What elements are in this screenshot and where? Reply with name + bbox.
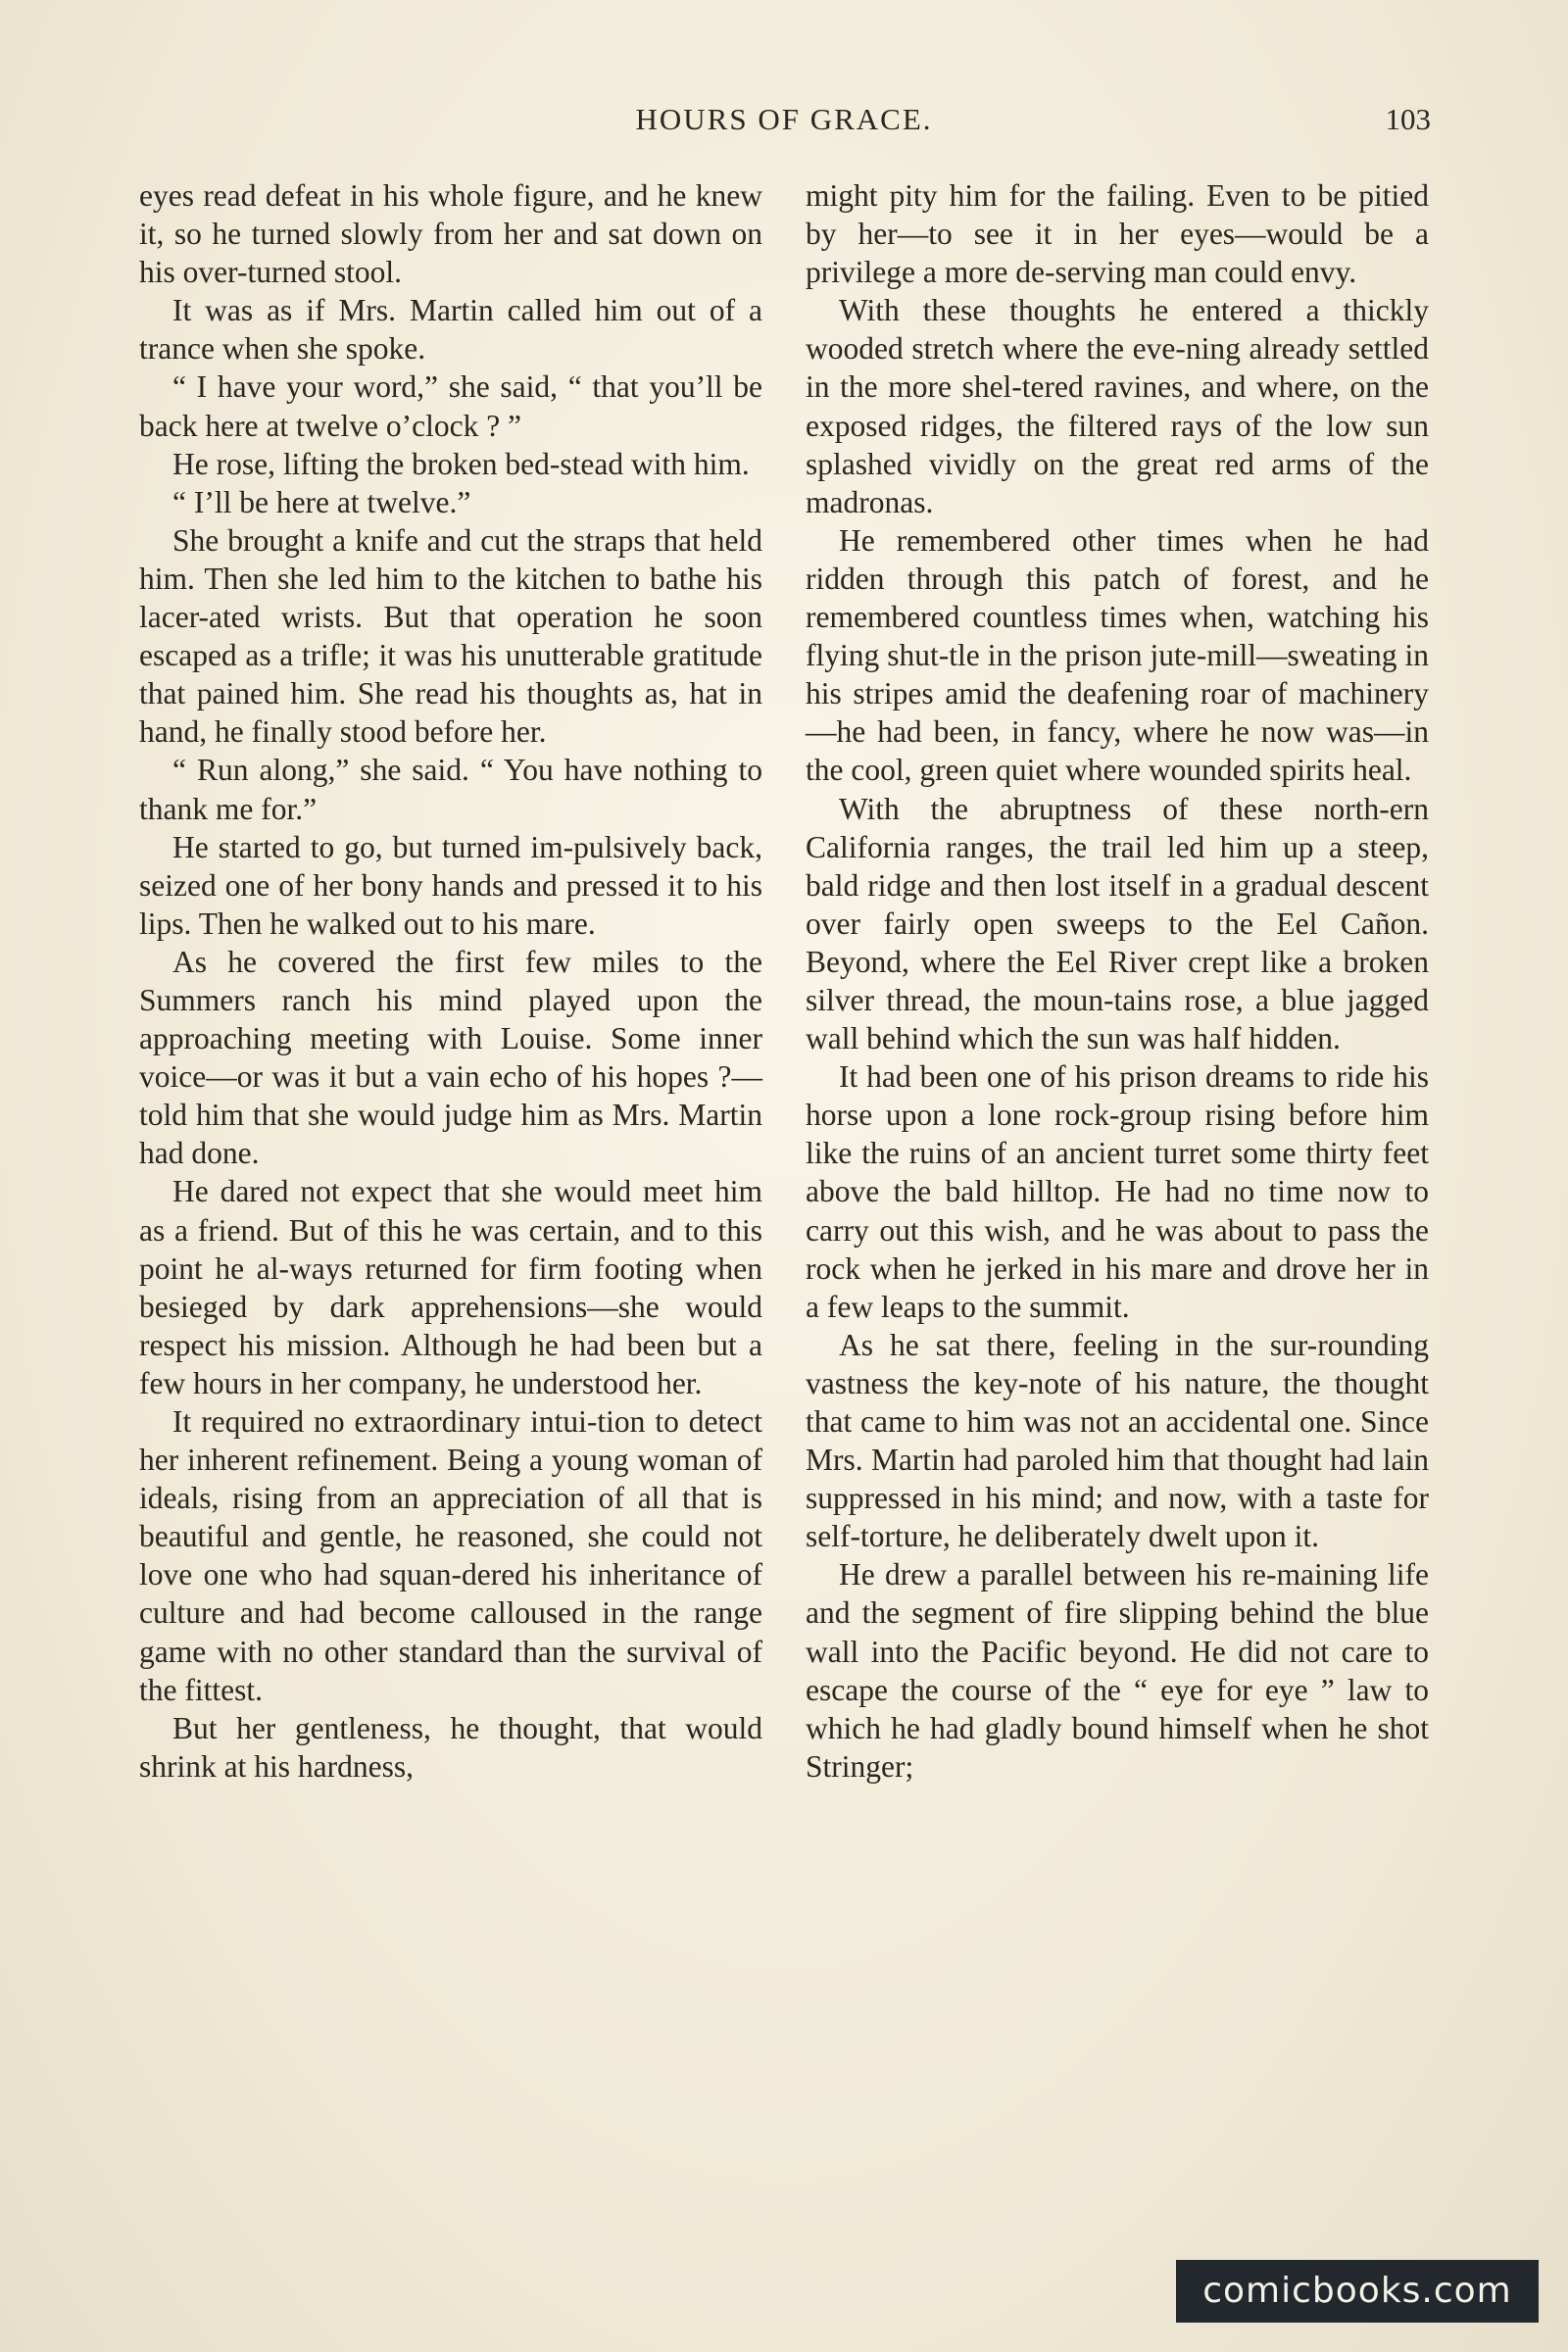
- paragraph: With these thoughts he entered a thickly wooded stretch where the eve-ning already settled in the more shel-tered ravines, and where, on the exposed ridges, the filtered rays of the low sun splashed vividly on the great red arms of the madronas.: [806, 293, 1429, 519]
- paragraph: “ I’ll be here at twelve.”: [172, 484, 471, 519]
- left-column: [139, 176, 762, 1786]
- paragraph: It had been one of his prison dreams to ride his horse upon a lone rock-group rising before him like the ruins of an ancient turret some thirty feet above the bald hilltop. He had no time now to carry out this wish, and he was about to pass the rock when he jerked in his mare and drove her in a few leaps to the summit.: [806, 1059, 1429, 1324]
- right-column: [806, 176, 1429, 1786]
- paragraph: He dared not expect that she would meet him as a friend. But of this he was certain, and to this point he al-ways returned for firm footing when besieged by dark apprehensions—she would respect his mission. Although he had been but a few hours in her company, he understood her.: [139, 1174, 762, 1400]
- paragraph: With the abruptness of these north-ern California ranges, the trail led him up a steep, bald ridge and then lost itself in a gradual descent over fairly open sweeps to the Eel Cañon. Beyond, where the Eel River crept like a broken silver thread, the moun-tains rose, a blue jagged wall behind which the sun was half hidden.: [806, 791, 1429, 1056]
- paragraph: He rose, lifting the broken bed-stead with him.: [172, 446, 750, 481]
- paragraph: She brought a knife and cut the straps that held him. Then she led him to the kitchen to bathe his lacer-ated wrists. But that operation he soon escaped as a trifle; it was his unutterable gratitude that pained him. She read his thoughts as, hat in hand, he finally stood before her.: [139, 522, 762, 750]
- running-title: HOURS OF GRACE.: [635, 102, 933, 136]
- page-number: 103: [1385, 102, 1431, 136]
- paragraph: He remembered other times when he had ridden through this patch of forest, and he remembered countless times when, watching his flying shut-tle in the prison jute-mill—sweating in his stripes amid the deafening roar of machinery—he had been, in fancy, where he now was—in the cool, green quiet where wounded spirits heal.: [806, 522, 1429, 788]
- paragraph: “ Run along,” she said. “ You have nothing to thank me for.”: [139, 753, 762, 826]
- running-head: [137, 102, 1431, 141]
- paragraph: It required no extraordinary intui-tion to detect her inherent refinement. Being a young woman of ideals, rising from an appreciation of all that is beautiful and gentle, he reasoned, she could not love one who had squan-dered his inheritance of culture and had become calloused in the range game with no other standard than the survival of the fittest.: [139, 1404, 762, 1707]
- paragraph: As he sat there, feeling in the sur-rounding vastness the key-note of his nature, the thought that came to him was not an accidental one. Since Mrs. Martin had paroled him that thought had lain suppressed in his mind; and now, with a taste for self-torture, he deliberately dwelt upon it.: [806, 1327, 1429, 1554]
- paragraph: But her gentleness, he thought, that would shrink at his hardness,: [139, 1710, 762, 1784]
- paragraph: He started to go, but turned im-pulsively back, seized one of her bony hands and pressed it to his lips. Then he walked out to his mare.: [139, 829, 762, 941]
- site-watermark: comicbooks.com: [1176, 2260, 1539, 2323]
- paragraph: It was as if Mrs. Martin called him out of a trance when she spoke.: [139, 293, 762, 367]
- paragraph: “ I have your word,” she said, “ that you’ll be back here at twelve o’clock ? ”: [139, 369, 762, 443]
- paragraph: He drew a parallel between his re-maining life and the segment of fire slipping behind the blue wall into the Pacific beyond. He did not care to escape the course of the “ eye for eye ” law to which he had gladly bound himself when he shot Stringer;: [806, 1557, 1429, 1784]
- paragraph: eyes read defeat in his whole figure, and he knew it, so he turned slowly from her and sat down on his over-turned stool.: [139, 178, 762, 290]
- paragraph: might pity him for the failing. Even to be pitied by her—to see it in her eyes—would be a privilege a more de-serving man could envy.: [806, 178, 1429, 290]
- paragraph: As he covered the first few miles to the Summers ranch his mind played upon the approaching meeting with Louise. Some inner voice—or was it but a vain echo of his hopes ?—told him that she would judge him as Mrs. Martin had done.: [139, 944, 762, 1171]
